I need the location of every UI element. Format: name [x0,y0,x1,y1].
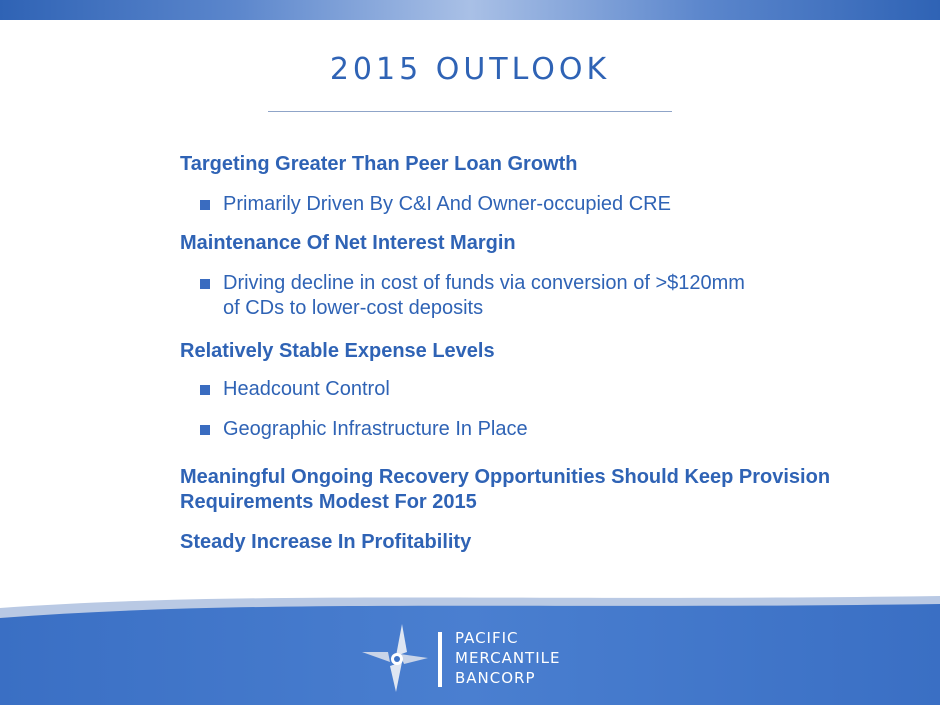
bullet-text: Primarily Driven By C&I And Owner-occupied CRE [223,193,671,215]
bullet-square-icon [200,279,210,289]
heading-loan-growth: Targeting Greater Than Peer Loan Growth [180,153,578,175]
bullet-text: Geographic Infrastructure In Place [223,418,528,440]
bullet-text: of CDs to lower-cost deposits [223,297,484,319]
heading-expense-levels: Relatively Stable Expense Levels [180,340,495,362]
heading-recovery-opportunities: Meaningful Ongoing Recovery Opportunities Should Keep Provision [180,466,831,488]
logo-divider [438,632,442,687]
bullet-square-icon [200,425,210,435]
star-compass-logo-icon [360,622,430,694]
company-name-line: PACIFIC [455,629,519,647]
heading-recovery-opportunities-line2: Requirements Modest For 2015 [180,491,477,513]
title-divider [268,111,672,112]
company-name-line: MERCANTILE [455,649,561,667]
heading-profitability: Steady Increase In Profitability [180,531,472,553]
bullet-text: Driving decline in cost of funds via conversion of >$120mm [223,272,745,294]
page-title: 2015 OUTLOOK [329,52,611,87]
top-gradient-band [0,0,940,20]
bullet-square-icon [200,200,210,210]
bullet-square-icon [200,385,210,395]
company-name-line: BANCORP [455,669,536,687]
bullet-text: Headcount Control [223,378,390,400]
heading-net-interest-margin: Maintenance Of Net Interest Margin [180,232,516,254]
company-name [455,628,560,688]
